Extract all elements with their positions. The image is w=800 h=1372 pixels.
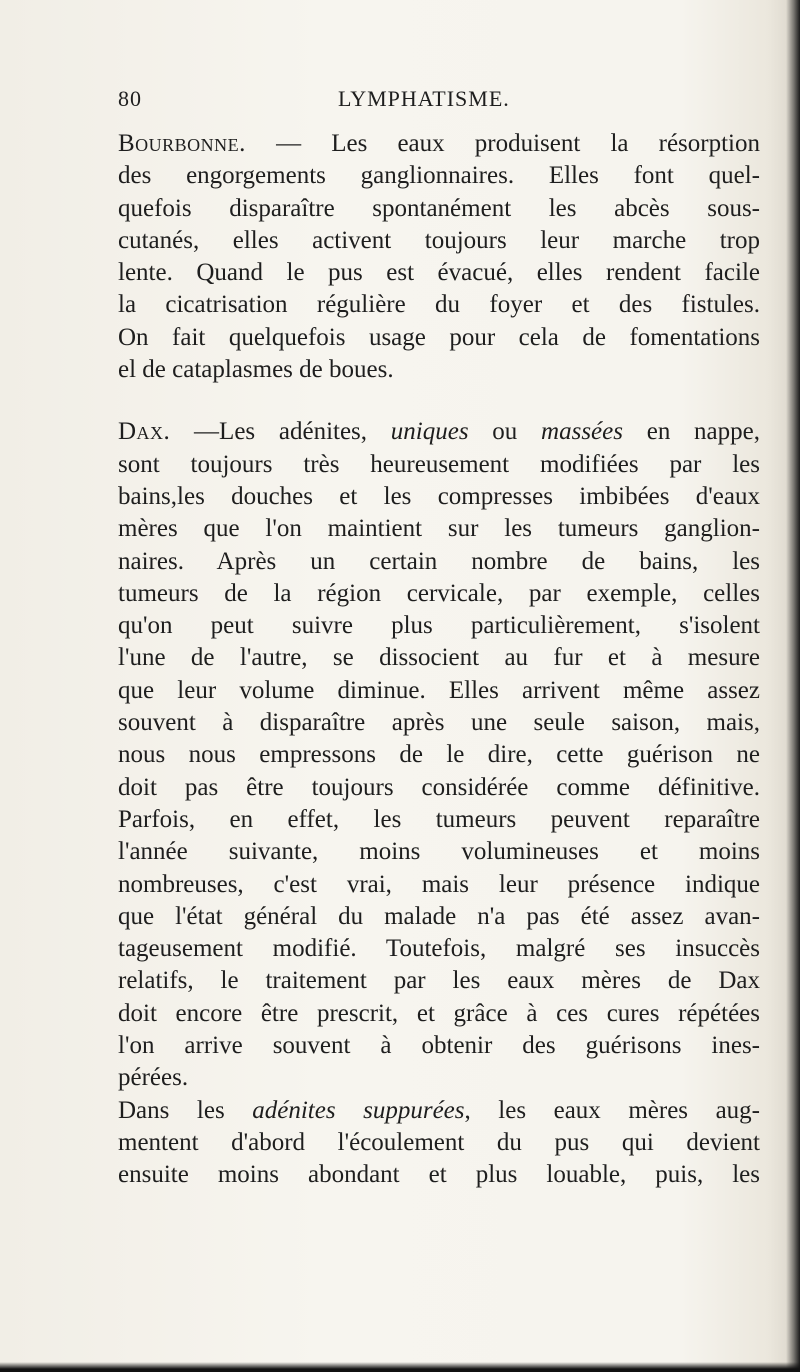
paragraph-adenites-suppurees [118,1095,760,1192]
text-line: quefois disparaître spontanément les abcès sous- [118,194,760,222]
text-line: mentent d'abord l'écoulement du pus qui devient [118,1128,760,1156]
text-line: Bourbonne. — Les eaux produisent la résorption [118,130,760,157]
text-line: pérées. [118,1064,189,1092]
text-line: doit pas être toujours considérée comme définitive. [118,773,760,801]
body-text [118,128,760,1192]
text-line: la cicatrisation régulière du foyer et des fistules. [118,291,760,319]
text-line: On fait quelquefois usage pour cela de fomentations [118,323,760,351]
text-line: Dax. —Les adénites, uniques ou massées en nappe, [118,418,760,446]
text-line: nous nous empressons de le dire, cette guérison ne [118,741,760,769]
page-edge-shadow-bottom [0,1362,800,1372]
text-line: souvent à disparaître après une seule saison, mais, [118,709,760,737]
text-line: lente. Quand le pus est évacué, elles rendent facile [118,259,760,287]
text-line: l'une de l'autre, se dissocient au fur et à mesure [118,644,760,672]
text-line: l'on arrive souvent à obtenir des guérisons ines- [118,1032,760,1060]
text-line: ensuite moins abondant et plus louable, puis, les [118,1161,760,1189]
text-line: cutanés, elles activent toujours leur marche trop [118,226,760,254]
page-edge-shadow-right [786,0,800,1372]
text-line: doit encore être prescrit, et grâce à ces cures répétées [118,999,760,1027]
text-line: relatifs, le traitement par les eaux mères de Dax [118,967,760,995]
text-line: bains,les douches et les compresses imbibées d'eaux [118,482,760,510]
text-line: sont toujours très heureusement modifiées par les [118,450,760,478]
text-line: l'année suivante, moins volumineuses et moins [118,838,760,866]
text-line: nombreuses, c'est vrai, mais leur présence indique [118,870,760,898]
italic-term: adénites suppurées [252,1096,465,1124]
page-number: 80 [118,86,142,111]
section-lead-dax: Dax. [118,418,171,446]
section-lead-bourbonne: Bourbonne. [118,130,246,157]
paragraph-bourbonne [118,128,760,386]
text-line: el de cataplasmes de boues. [118,356,394,384]
running-head [118,86,758,116]
text-line: que leur volume diminue. Elles arrivent même assez [118,676,760,704]
text-line: qu'on peut suivre plus particulièrement, s'isolent [118,612,760,640]
text-line: mères que l'on maintient sur les tumeurs ganglion- [118,515,760,543]
italic-term: massées [541,418,623,446]
text-line: Parfois, en effet, les tumeurs peuvent reparaître [118,805,760,833]
italic-term: uniques [390,418,469,446]
text-line: que l'état général du malade n'a pas été assez avan- [118,902,760,930]
text-line: des engorgements ganglionnaires. Elles font quel- [118,162,760,190]
text-line: Dans les adénites suppurées, les eaux mères aug- [118,1096,761,1124]
text-line: naires. Après un certain nombre de bains, les [118,547,760,575]
text-line: tumeurs de la région cervicale, par exemple, celles [118,579,760,607]
running-title: LYMPHATISME. [338,86,510,111]
paragraph-dax [118,416,760,1094]
text-line: tageusement modifié. Toutefois, malgré ses insuccès [118,935,760,963]
